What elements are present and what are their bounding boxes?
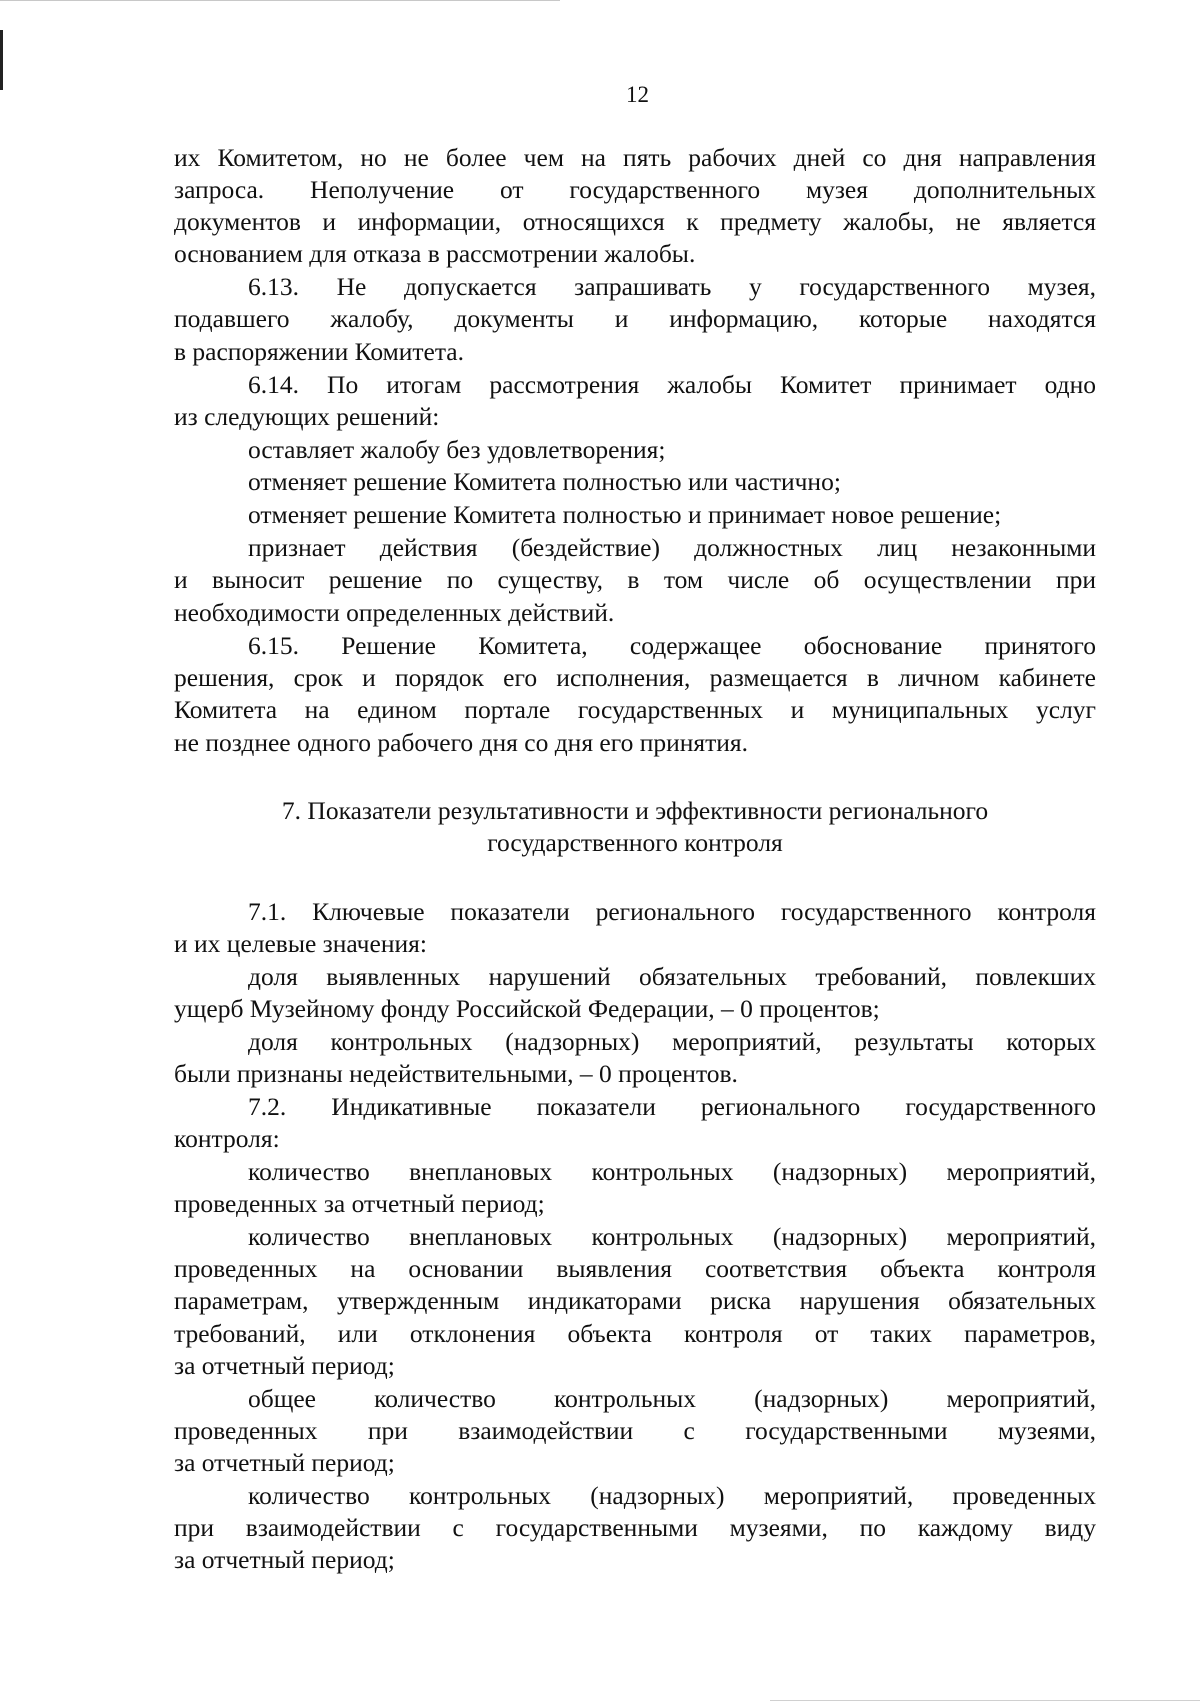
paragraph-line: количество внеплановых контрольных (надзорных) мероприятий, — [248, 1157, 1096, 1186]
paragraph-line: количество внеплановых контрольных (надзорных) мероприятий, — [248, 1222, 1096, 1251]
paragraph-line: за отчетный период; — [174, 1351, 395, 1380]
section-heading-line: 7. Показатели результативности и эффективности регионального — [281, 796, 989, 825]
paragraph-line: проведенных при взаимодействии с государственными музеями, — [174, 1416, 1096, 1445]
paragraph-line: были признаны недействительными, – 0 процентов. — [174, 1059, 738, 1088]
paragraph-line: контроля: — [174, 1124, 280, 1153]
paragraph-line: 6.14. По итогам рассмотрения жалобы Комитет принимает одно — [248, 370, 1096, 399]
paragraph-line: параметрам, утвержденным индикаторами риска нарушения обязательных — [174, 1286, 1096, 1315]
paragraph-line: 6.15. Решение Комитета, содержащее обоснование принятого — [248, 631, 1096, 660]
paragraph-line: оставляет жалобу без удовлетворения; — [248, 435, 666, 464]
paragraph-line: 7.2. Индикативные показатели регионального государственного — [248, 1092, 1096, 1121]
paragraph-line: требований, или отклонения объекта контроля от таких параметров, — [174, 1319, 1096, 1348]
paragraph-line: ущерб Музейному фонду Российской Федерации, – 0 процентов; — [174, 994, 880, 1023]
paragraph-line: проведенных за отчетный период; — [174, 1189, 545, 1218]
paragraph-line: общее количество контрольных (надзорных) мероприятий, — [248, 1384, 1096, 1413]
paragraph-line: доля контрольных (надзорных) мероприятий, результаты которых — [248, 1027, 1096, 1056]
paragraph-line: 6.13. Не допускается запрашивать у государственного музея, — [248, 272, 1096, 301]
scan-edge-line — [0, 0, 560, 1]
paragraph-line: признает действия (бездействие) должностных лиц незаконными — [248, 533, 1096, 562]
paragraph-line: не позднее одного рабочего дня со дня его принятия. — [174, 728, 749, 757]
paragraph-line: за отчетный период; — [174, 1448, 395, 1477]
paragraph-line: 7.1. Ключевые показатели регионального государственного контроля — [248, 897, 1096, 926]
scan-edge-mark — [0, 30, 3, 90]
paragraph-line: при взаимодействии с государственными музеями, по каждому виду — [174, 1513, 1096, 1542]
paragraph-line: необходимости определенных действий. — [174, 598, 615, 627]
paragraph-line: из следующих решений: — [174, 402, 440, 431]
paragraph-line: и выносит решение по существу, в том числе об осуществлении при — [174, 565, 1096, 594]
paragraph-line: запроса. Неполучение от государственного музея дополнительных — [174, 175, 1096, 204]
paragraph-line: в распоряжении Комитета. — [174, 337, 464, 366]
paragraph-line: проведенных на основании выявления соответствия объекта контроля — [174, 1254, 1096, 1283]
section-heading-line: государственного контроля — [487, 828, 783, 857]
page-number: 12 — [626, 82, 649, 107]
scan-edge-line — [770, 1700, 1200, 1701]
paragraph-line: количество контрольных (надзорных) мероприятий, проведенных — [248, 1481, 1096, 1510]
paragraph-line: подавшего жалобу, документы и информацию, которые находятся — [174, 304, 1096, 333]
paragraph-line: основанием для отказа в рассмотрении жалобы. — [174, 239, 696, 268]
paragraph-line: отменяет решение Комитета полностью или частично; — [248, 467, 841, 496]
paragraph-line: доля выявленных нарушений обязательных требований, повлекших — [248, 962, 1096, 991]
paragraph-line: их Комитетом, но не более чем на пять рабочих дней со дня направления — [174, 143, 1096, 172]
paragraph-line: отменяет решение Комитета полностью и принимает новое решение; — [248, 500, 1002, 529]
paragraph-line: решения, срок и порядок его исполнения, размещается в личном кабинете — [174, 663, 1096, 692]
paragraph-line: Комитета на едином портале государственных и муниципальных услуг — [174, 695, 1096, 724]
paragraph-line: документов и информации, относящихся к предмету жалобы, не является — [174, 207, 1096, 236]
paragraph-line: и их целевые значения: — [174, 929, 427, 958]
paragraph-line: за отчетный период; — [174, 1545, 395, 1574]
